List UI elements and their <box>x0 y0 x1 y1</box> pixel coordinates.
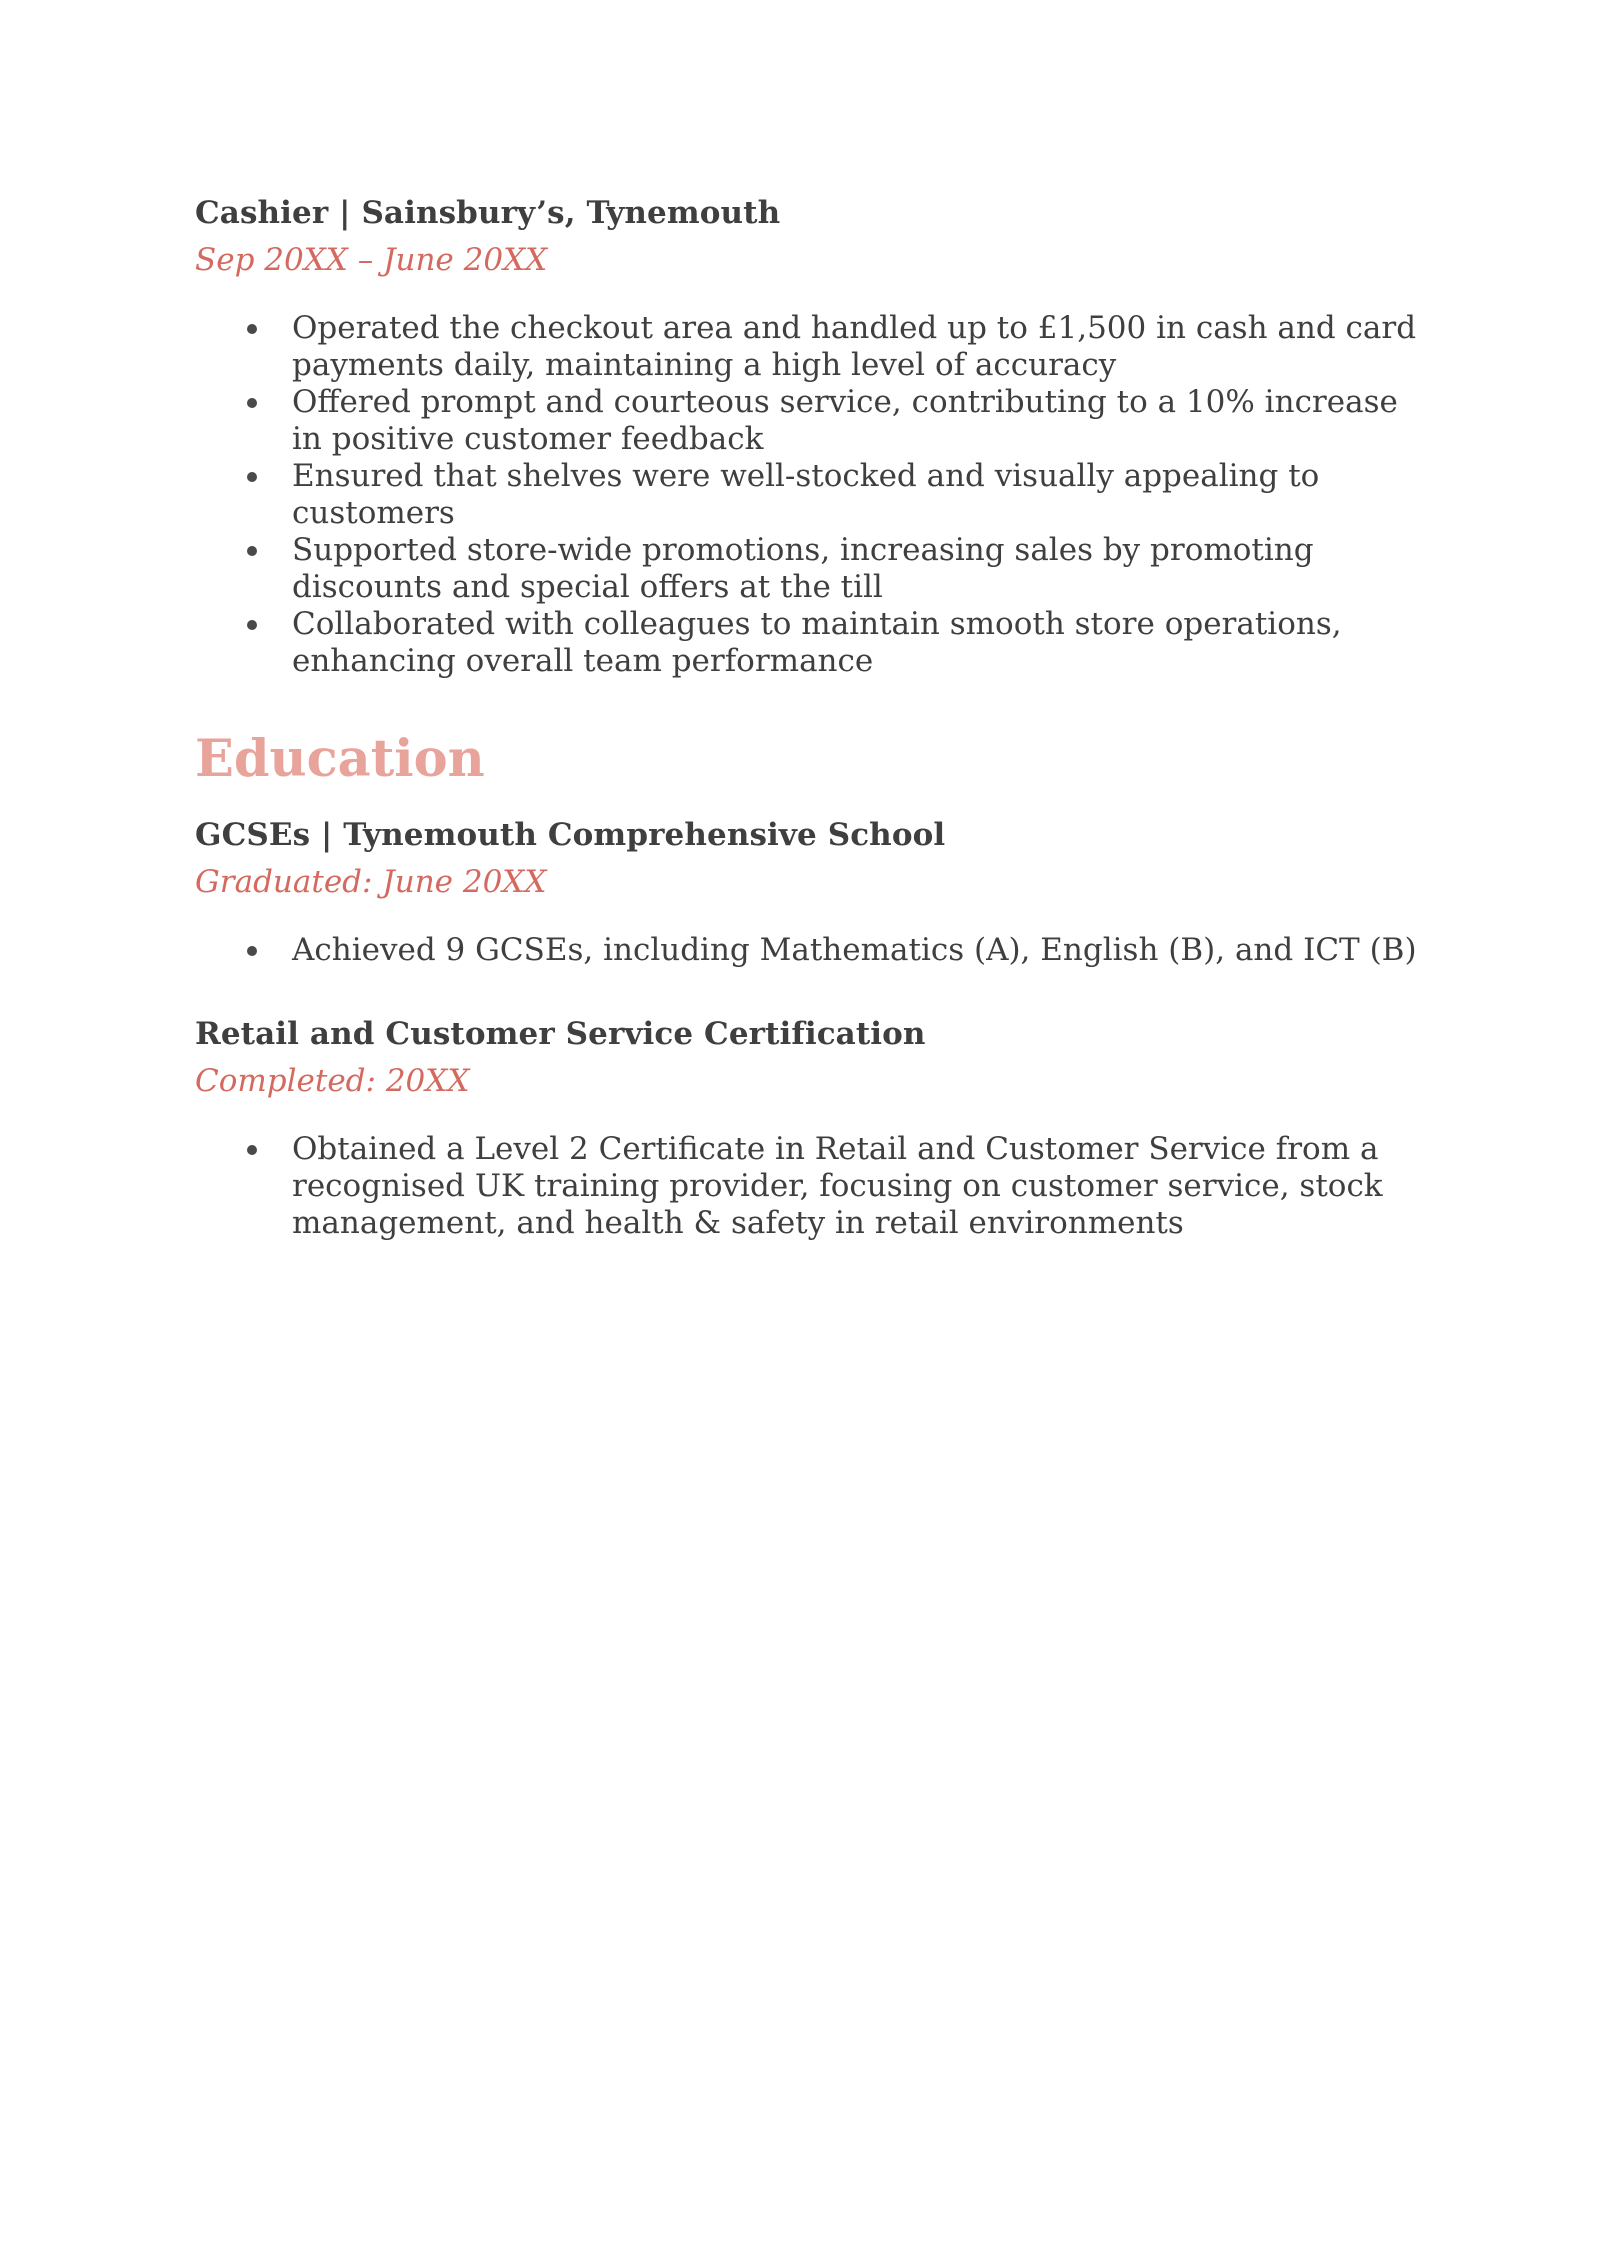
education-entry <box>195 810 1425 969</box>
bullet-text: Ensured that shelves were well-stocked and visually appealing to customers <box>292 458 1320 531</box>
bullet-text: Offered prompt and courteous service, contributing to a 10% increase in positive customer feedback <box>292 384 1398 457</box>
bullet-text: Supported store-wide promotions, increasing sales by promoting discounts and special offers at the till <box>292 532 1314 605</box>
job-title: Cashier | Sainsbury’s, Tynemouth <box>195 195 781 231</box>
spacer <box>195 983 1425 1009</box>
list-item <box>195 932 1425 969</box>
bullet-icon <box>247 472 257 482</box>
bullet-text: Obtained a Level 2 Certificate in Retail and Customer Service from a recognised UK training provider, focusing on customer service, stock management, and health & safety in retail environments <box>292 1131 1383 1241</box>
list-item <box>195 458 1425 532</box>
bullet-text: Operated the checkout area and handled up to £1,500 in cash and card payments daily, maintaining a high level of accuracy <box>292 310 1417 383</box>
education-title: Retail and Customer Service Certification <box>195 1016 926 1052</box>
section-heading-education: Education <box>195 729 485 789</box>
bullet-icon <box>247 946 257 956</box>
bullet-icon <box>247 620 257 630</box>
education-entry <box>195 1009 1425 1242</box>
list-item <box>195 606 1425 680</box>
bullet-icon <box>247 546 257 556</box>
bullet-icon <box>247 1145 257 1155</box>
job-bullet-list <box>195 310 1425 680</box>
bullet-icon <box>247 398 257 408</box>
experience-entry <box>195 188 1425 680</box>
education-dates: Graduated: June 20XX <box>195 864 547 900</box>
cv-content <box>195 188 1425 1256</box>
education-bullet-list <box>195 1131 1425 1242</box>
bullet-text: Collaborated with colleagues to maintain smooth store operations, enhancing overall team performance <box>292 606 1342 679</box>
list-item <box>195 532 1425 606</box>
bullet-icon <box>247 324 257 334</box>
education-dates: Completed: 20XX <box>195 1063 470 1099</box>
list-item <box>195 1131 1425 1242</box>
list-item <box>195 310 1425 384</box>
bullet-text: Achieved 9 GCSEs, including Mathematics (A), English (B), and ICT (B) <box>292 932 1417 968</box>
education-title: GCSEs | Tynemouth Comprehensive School <box>195 817 946 853</box>
list-item <box>195 384 1425 458</box>
education-bullet-list <box>195 932 1425 969</box>
job-dates: Sep 20XX – June 20XX <box>195 242 548 278</box>
